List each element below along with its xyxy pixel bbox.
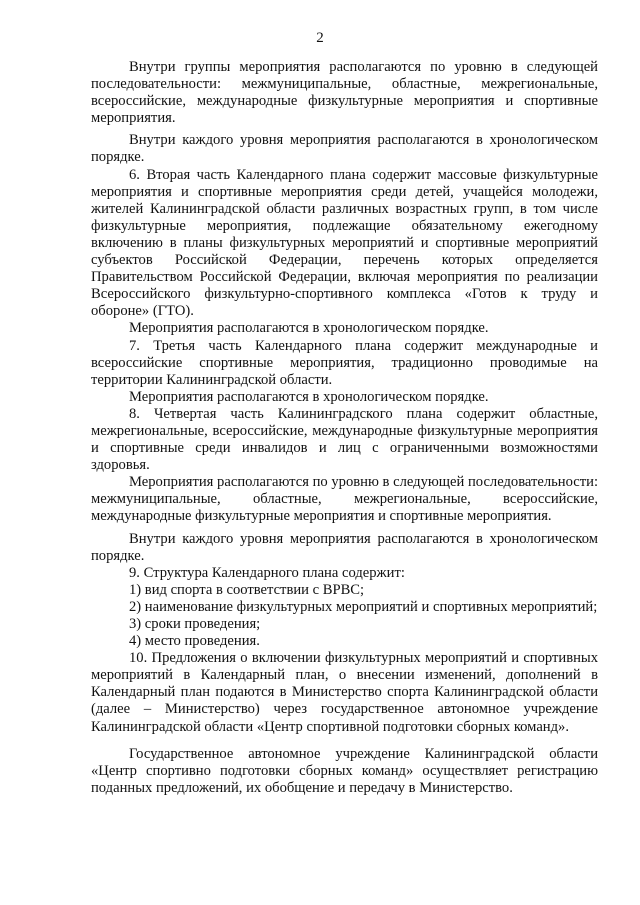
page-number: 2	[316, 30, 324, 46]
paragraph-item-6: 6. Вторая часть Календарного плана содержит массовые физкультурные мероприятия и спортивные мероприятия среди детей, учащейся молодежи, жителей Калининградской области различных возрастных групп, в том числе физкультурные мероприятия, подлежащие обязательному ежегодному включению в планы физкультурных мероприятий и спортивные мероприятий субъектов Российской Федерации, перечень которых определяется Правительством Российской Федерации, включая мероприятия по реализации Всероссийского физкультурно-спортивного комплекса «Готов к труду и обороне» (ГТО).	[91, 166, 598, 320]
paragraph-item-8: 8. Четвертая часть Калининградского плана содержит областные, межрегиональные, всероссийские, международные физкультурные мероприятия и спортивные среди инвалидов и лиц с ограниченными возможностями здоровья.	[91, 405, 598, 474]
paragraph-level-order-2: Внутри каждого уровня мероприятия располагаются в хронологическом порядке.	[91, 530, 598, 564]
document-body	[91, 59, 598, 797]
list-item-2: 2) наименование физкультурных мероприятий и спортивных мероприятий;	[129, 598, 598, 615]
paragraph-item-7: 7. Третья часть Календарного плана содержит международные и всероссийские спортивные мероприятия, традиционно проводимые на территории Калининградской области.	[91, 337, 598, 388]
paragraph-registration: Государственное автономное учреждение Калининградской области «Центр спортивно подготовки сборных команд» осуществляет регистрацию поданных предложений, их обобщение и передачу в Министерство.	[91, 745, 598, 796]
list-item-4: 4) место проведения.	[129, 633, 260, 650]
paragraph-level-sequence: Мероприятия располагаются по уровню в следующей последовательности: межмуниципальные, областные, межрегиональные, всероссийские, международные физкультурные мероприятия и спортивные мероприятия.	[91, 474, 598, 525]
paragraph-level-order: Внутри каждого уровня мероприятия располагаются в хронологическом порядке.	[91, 132, 598, 166]
paragraph-chronological-2: Мероприятия располагаются в хронологическом порядке.	[129, 388, 489, 405]
paragraph-chronological-1: Мероприятия располагаются в хронологическом порядке.	[129, 320, 489, 337]
paragraph-item-9: 9. Структура Календарного плана содержит:	[129, 564, 405, 581]
paragraph-group-order: Внутри группы мероприятия располагаются по уровню в следующей последовательности: межмуниципальные, областные, межрегиональные, всероссийские, международные физкультурные мероприятия и спортивные мероприятия.	[91, 59, 598, 127]
list-item-1: 1) вид спорта в соответствии с ВРВС;	[129, 581, 365, 598]
list-item-3: 3) сроки проведения;	[129, 616, 261, 632]
paragraph-item-10: 10. Предложения о включении физкультурных мероприятий и спортивных мероприятий в Календарный план, о внесении изменений, дополнений в Календарный план подаются в Министерство спорта Калининградской области (далее – Министерство) через государственное автономное учреждение Калининградской области «Центр спортивной подготовки сборных команд».	[91, 650, 598, 735]
